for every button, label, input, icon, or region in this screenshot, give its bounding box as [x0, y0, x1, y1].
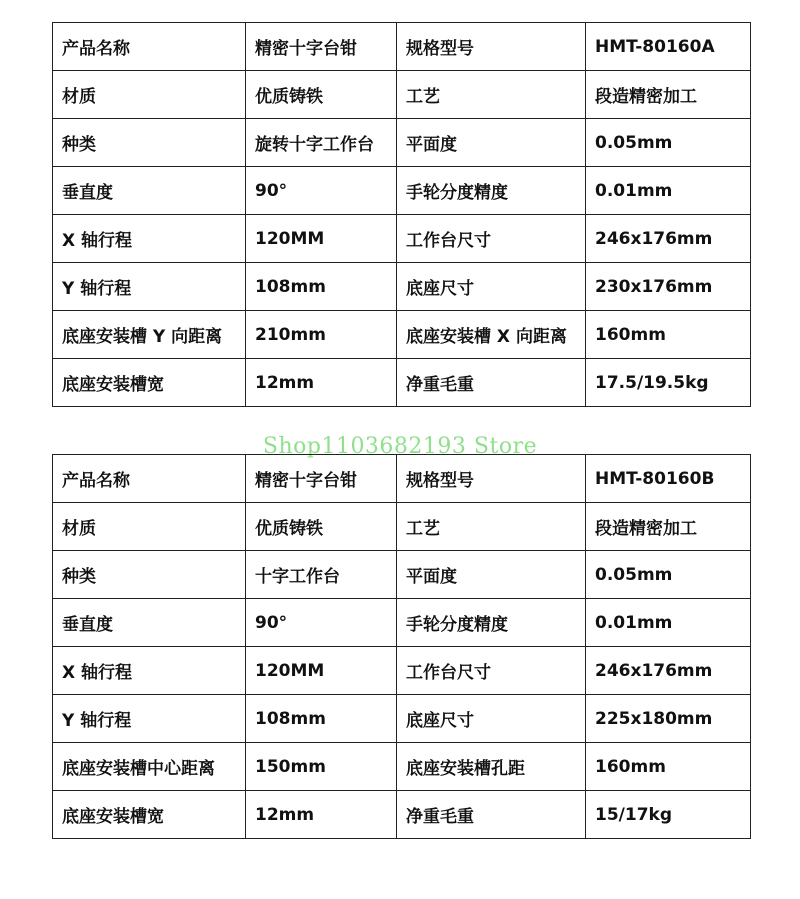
cell-label: 底座尺寸 [397, 695, 586, 743]
table-row [53, 215, 751, 263]
cell-value: 150mm [246, 743, 397, 791]
cell-label: 垂直度 [53, 167, 246, 215]
table-row [53, 647, 751, 695]
cell-value: 210mm [246, 311, 397, 359]
cell-label: 手轮分度精度 [397, 599, 586, 647]
cell-value: 90° [246, 167, 397, 215]
cell-value: 0.05mm [586, 551, 751, 599]
cell-value: 段造精密加工 [586, 71, 751, 119]
table-row [53, 311, 751, 359]
cell-label: 底座安装槽 Y 向距离 [53, 311, 246, 359]
cell-label: 材质 [53, 71, 246, 119]
cell-value: 0.01mm [586, 599, 751, 647]
cell-label: 规格型号 [397, 23, 586, 71]
cell-value: 120MM [246, 647, 397, 695]
table-row [53, 359, 751, 407]
table-row [53, 119, 751, 167]
cell-label: X 轴行程 [53, 647, 246, 695]
cell-value: 十字工作台 [246, 551, 397, 599]
cell-label: Y 轴行程 [53, 695, 246, 743]
cell-label: 手轮分度精度 [397, 167, 586, 215]
table-row [53, 263, 751, 311]
cell-value: 246x176mm [586, 647, 751, 695]
cell-label: 平面度 [397, 119, 586, 167]
cell-label: 工艺 [397, 71, 586, 119]
spec-table-hmt-80160b [52, 454, 751, 839]
table-row [53, 455, 751, 503]
cell-label: 种类 [53, 551, 246, 599]
cell-label: 工艺 [397, 503, 586, 551]
cell-value: 精密十字台钳 [246, 455, 397, 503]
cell-label: 材质 [53, 503, 246, 551]
cell-label: 底座安装槽孔距 [397, 743, 586, 791]
table-row [53, 23, 751, 71]
cell-value: 246x176mm [586, 215, 751, 263]
table-row [53, 71, 751, 119]
cell-label: 工作台尺寸 [397, 215, 586, 263]
cell-value: 230x176mm [586, 263, 751, 311]
cell-value: 12mm [246, 791, 397, 839]
cell-label: 底座安装槽宽 [53, 791, 246, 839]
cell-value: 优质铸铁 [246, 503, 397, 551]
cell-label: Y 轴行程 [53, 263, 246, 311]
cell-label: 种类 [53, 119, 246, 167]
cell-label: 净重毛重 [397, 359, 586, 407]
cell-label: 底座安装槽宽 [53, 359, 246, 407]
cell-label: 产品名称 [53, 23, 246, 71]
cell-label: 产品名称 [53, 455, 246, 503]
table-row [53, 599, 751, 647]
cell-value: 90° [246, 599, 397, 647]
table-row [53, 743, 751, 791]
spec-table-hmt-80160a [52, 22, 751, 407]
table-row [53, 551, 751, 599]
cell-label: 净重毛重 [397, 791, 586, 839]
cell-value: 160mm [586, 311, 751, 359]
cell-value: 0.01mm [586, 167, 751, 215]
table-row [53, 167, 751, 215]
cell-label: 垂直度 [53, 599, 246, 647]
cell-value: 108mm [246, 695, 397, 743]
cell-value: 225x180mm [586, 695, 751, 743]
cell-label: X 轴行程 [53, 215, 246, 263]
cell-label: 工作台尺寸 [397, 647, 586, 695]
table-row [53, 791, 751, 839]
cell-label: 底座安装槽 X 向距离 [397, 311, 586, 359]
cell-value: 优质铸铁 [246, 71, 397, 119]
cell-value: HMT-80160B [586, 455, 751, 503]
cell-label: 规格型号 [397, 455, 586, 503]
cell-value: 段造精密加工 [586, 503, 751, 551]
cell-value: 0.05mm [586, 119, 751, 167]
cell-value: 160mm [586, 743, 751, 791]
table-row [53, 503, 751, 551]
cell-value: 12mm [246, 359, 397, 407]
table-row [53, 695, 751, 743]
cell-value: 精密十字台钳 [246, 23, 397, 71]
cell-value: 旋转十字工作台 [246, 119, 397, 167]
cell-value: 17.5/19.5kg [586, 359, 751, 407]
cell-label: 底座安装槽中心距离 [53, 743, 246, 791]
cell-value: 108mm [246, 263, 397, 311]
cell-label: 底座尺寸 [397, 263, 586, 311]
cell-value: HMT-80160A [586, 23, 751, 71]
cell-value: 15/17kg [586, 791, 751, 839]
cell-label: 平面度 [397, 551, 586, 599]
store-watermark: Shop1103682193 Store [262, 434, 538, 459]
cell-value: 120MM [246, 215, 397, 263]
